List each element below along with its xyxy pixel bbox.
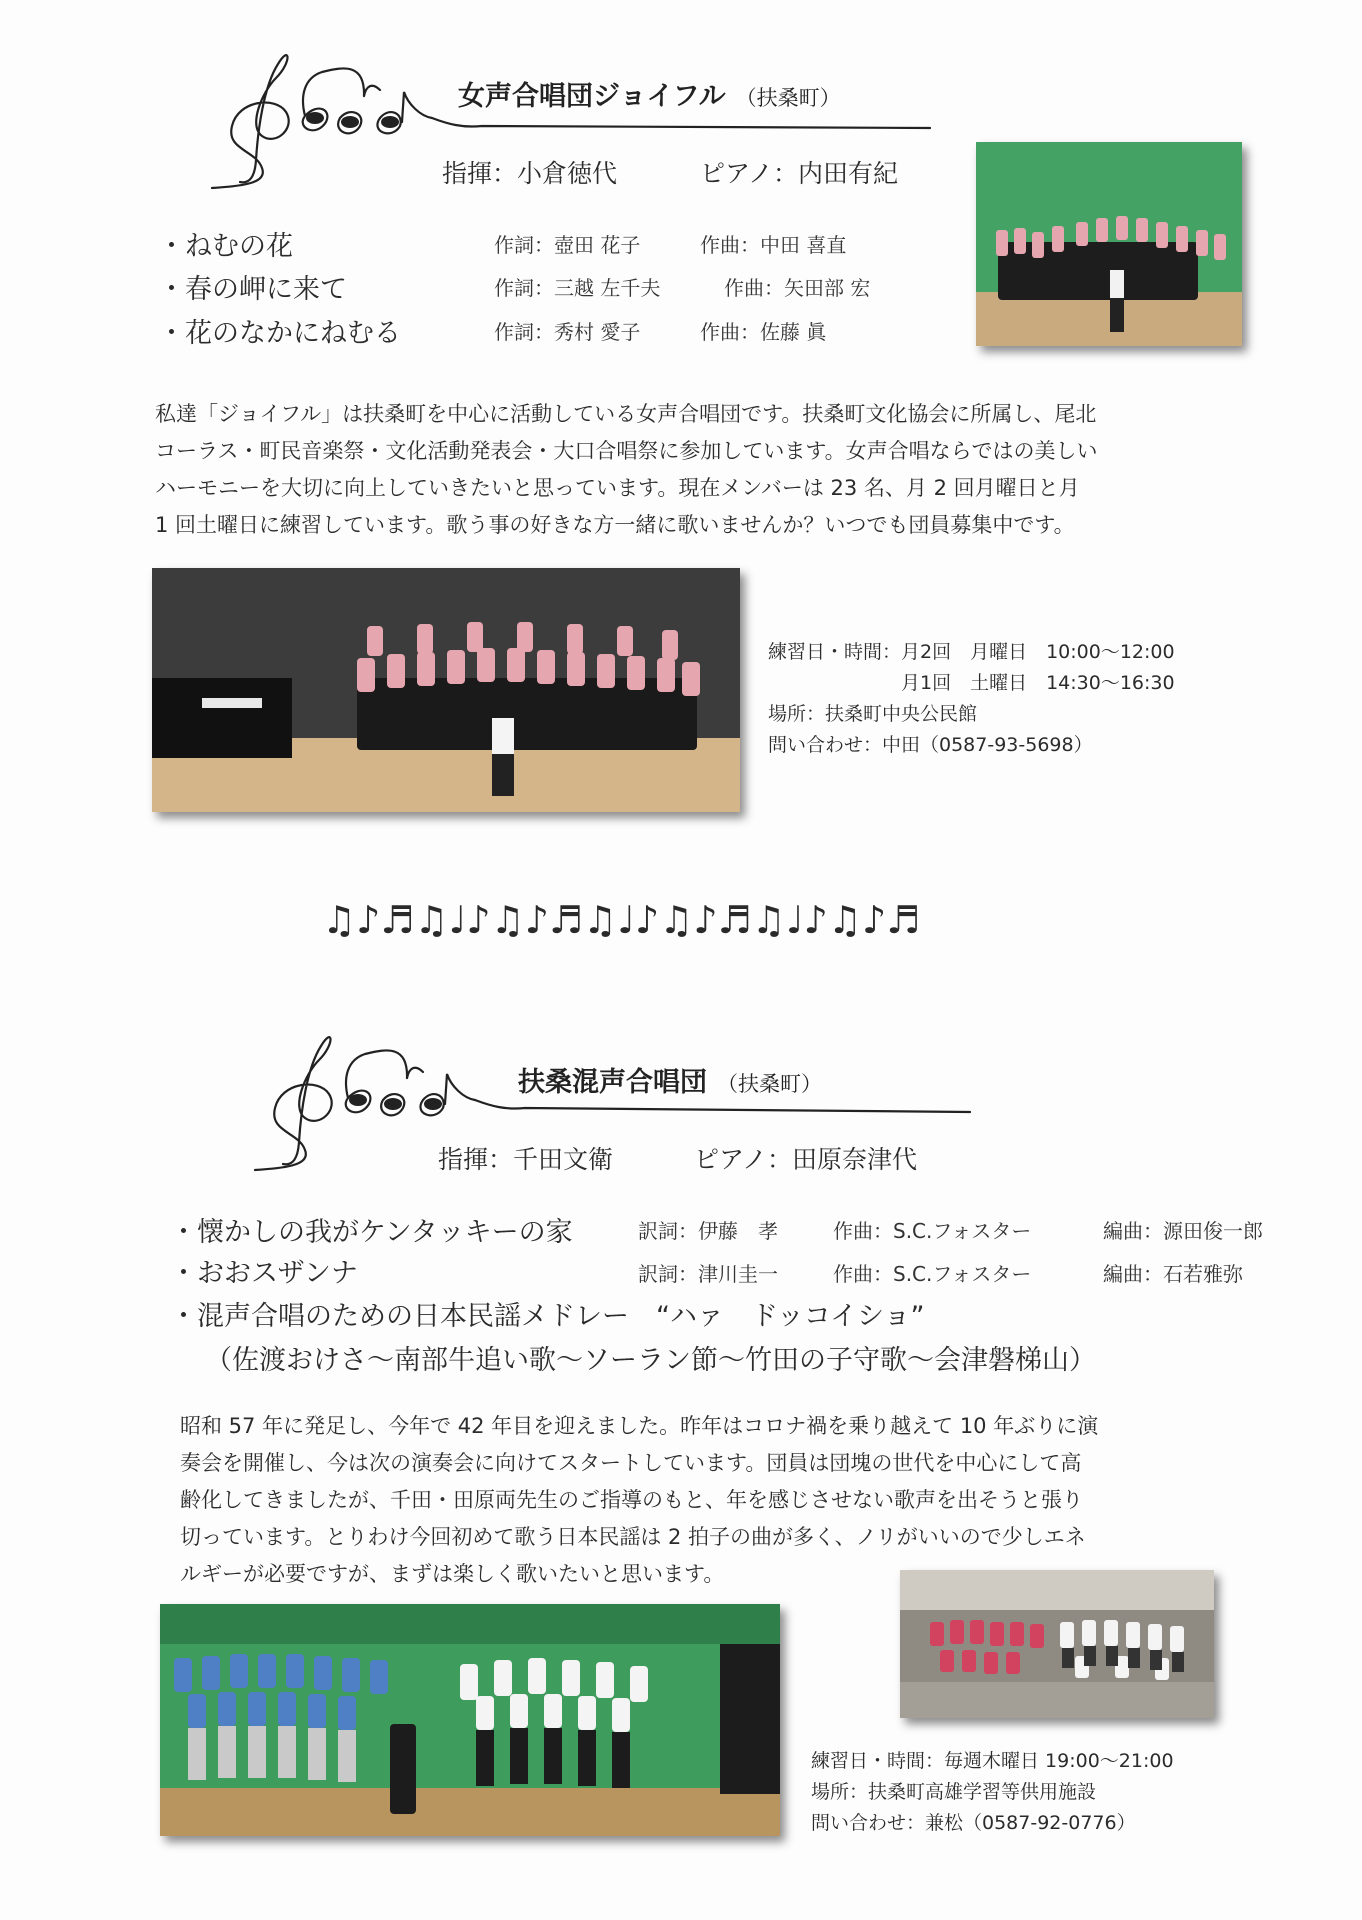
- joyful-song-3-title: ・花のなかにねむる: [158, 318, 401, 349]
- section-title-joyful: [458, 74, 841, 113]
- joyful-song-2-lyrics: 作詞：三越 左千夫: [494, 276, 661, 300]
- fuso-mixed-description-line: 切っています。とりわけ今回初めて歌う日本民謡は 2 拍子の曲が多く、ノリがいいので少しエネ: [180, 1525, 1086, 1549]
- fuso-group-photo: [900, 1570, 1214, 1718]
- fuso-medley-detail: （佐渡おけさ～南部牛追い歌～ソーラン節～竹田の子守歌～会津磐梯山）: [205, 1345, 1096, 1376]
- fuso-mixed-info-line: 場所：扶桑町高雄学習等供用施設: [811, 1781, 1097, 1803]
- fuso-mixed-conductor: 指揮：千田文衛: [438, 1145, 614, 1174]
- joyful-description-line: コーラス・町民音楽祭・文化活動発表会・大口合唱祭に参加しています。女声合唱ならではの美しい: [155, 439, 1098, 463]
- fuso-song-2-lyrics: 訳詞：津川圭一: [638, 1262, 778, 1286]
- fuso-song-1-arrange: 編曲：源田俊一郎: [1103, 1219, 1263, 1243]
- joyful-info: [768, 637, 1175, 761]
- fuso-song-1-lyrics: 訳詞：伊藤 孝: [638, 1219, 778, 1243]
- fuso-mixed-description-line: 昭和 57 年に発足し、今年で 42 年目を迎えました。昨年はコロナ禍を乗り越えて 10 年ぶりに演: [180, 1414, 1099, 1438]
- joyful-info-line: 月1回 土曜日 14:30～16:30: [768, 672, 1175, 694]
- joyful-title: 女声合唱団ジョイフル: [458, 81, 726, 112]
- fuso-mixed-description-line: 奏会を開催し、今は次の演奏会に向けてスタートしています。団員は団塊の世代を中心にして高: [180, 1451, 1082, 1475]
- fuso-mixed-pianist: ピアノ：田原奈津代: [694, 1145, 918, 1174]
- music-notes-divider: ♫♪♬♫♩♪♫♪♬♫♩♪♫♪♬♫♩♪♫♪♬: [322, 898, 921, 942]
- fuso-mixed-description-line: 齢化してきましたが、千田・田原両先生のご指導のもと、年を感じさせない歌声を出そうと張り: [180, 1488, 1083, 1512]
- joyful-town: （扶桑町）: [735, 86, 841, 110]
- joyful-conductor: 指揮：小倉徳代: [442, 159, 618, 188]
- joyful-song-1-title: ・ねむの花: [158, 231, 293, 262]
- joyful-song-1-music: 作曲：中田 喜直: [700, 233, 847, 257]
- fuso-mixed-description: [180, 1408, 1098, 1593]
- joyful-photo-small: [976, 142, 1242, 346]
- fuso-medley-title: ・混声合唱のための日本民謡メドレー “ハァ ドッコイショ”: [170, 1301, 925, 1332]
- fuso-song-2-music: 作曲：S.C.フォスター: [833, 1262, 1032, 1286]
- joyful-description-line: 私達「ジョイフル」は扶桑町を中心に活動している女声合唱団です。扶桑町文化協会に所属し、尾北: [155, 402, 1097, 426]
- joyful-song-3-music: 作曲：佐藤 眞: [700, 320, 827, 344]
- joyful-song-2-music: 作曲：矢田部 宏: [724, 276, 871, 300]
- joyful-song-2-title: ・春の岬に来て: [158, 274, 347, 305]
- fuso-mixed-title: 扶桑混声合唱団: [518, 1067, 707, 1098]
- fuso-mixed-info-line: 問い合わせ：兼松（0587-92-0776）: [811, 1812, 1136, 1834]
- joyful-info-line: 問い合わせ：中田（0587-93-5698）: [768, 734, 1093, 756]
- fuso-mixed-info-line: 練習日・時間：毎週木曜日 19:00～21:00: [811, 1750, 1174, 1772]
- fuso-song-1-title: ・懐かしの我がケンタッキーの家: [170, 1217, 573, 1248]
- joyful-song-3-lyrics: 作詞：秀村 愛子: [494, 320, 641, 344]
- joyful-description-line: 1 回土曜日に練習しています。歌う事の好きな方一緒に歌いませんか？いつでも団員募集中です。: [155, 513, 1075, 537]
- section-title-fuso-mixed: [518, 1060, 822, 1099]
- fuso-stage-photo: [160, 1604, 780, 1836]
- joyful-stage-photo: [152, 568, 740, 812]
- fuso-mixed-town: （扶桑町）: [717, 1072, 822, 1096]
- joyful-description: [155, 396, 1097, 544]
- fuso-mixed-info: [811, 1746, 1174, 1839]
- joyful-pianist: ピアノ：内田有紀: [700, 159, 899, 188]
- fuso-mixed-description-line: ルギーが必要ですが、まずは楽しく歌いたいと思います。: [180, 1562, 725, 1586]
- fuso-song-1-music: 作曲：S.C.フォスター: [833, 1219, 1032, 1243]
- joyful-info-line: 場所：扶桑町中央公民館: [768, 703, 978, 725]
- joyful-song-1-lyrics: 作詞：壺田 花子: [494, 233, 641, 257]
- fuso-song-2-title: ・おおスザンナ: [170, 1258, 358, 1289]
- joyful-description-line: ハーモニーを大切に向上していきたいと思っています。現在メンバーは 23 名、月 2 回月曜日と月: [155, 476, 1080, 500]
- fuso-song-2-arrange: 編曲：石若雅弥: [1103, 1262, 1243, 1286]
- joyful-info-line: 練習日・時間：月2回 月曜日 10:00～12:00: [768, 641, 1175, 663]
